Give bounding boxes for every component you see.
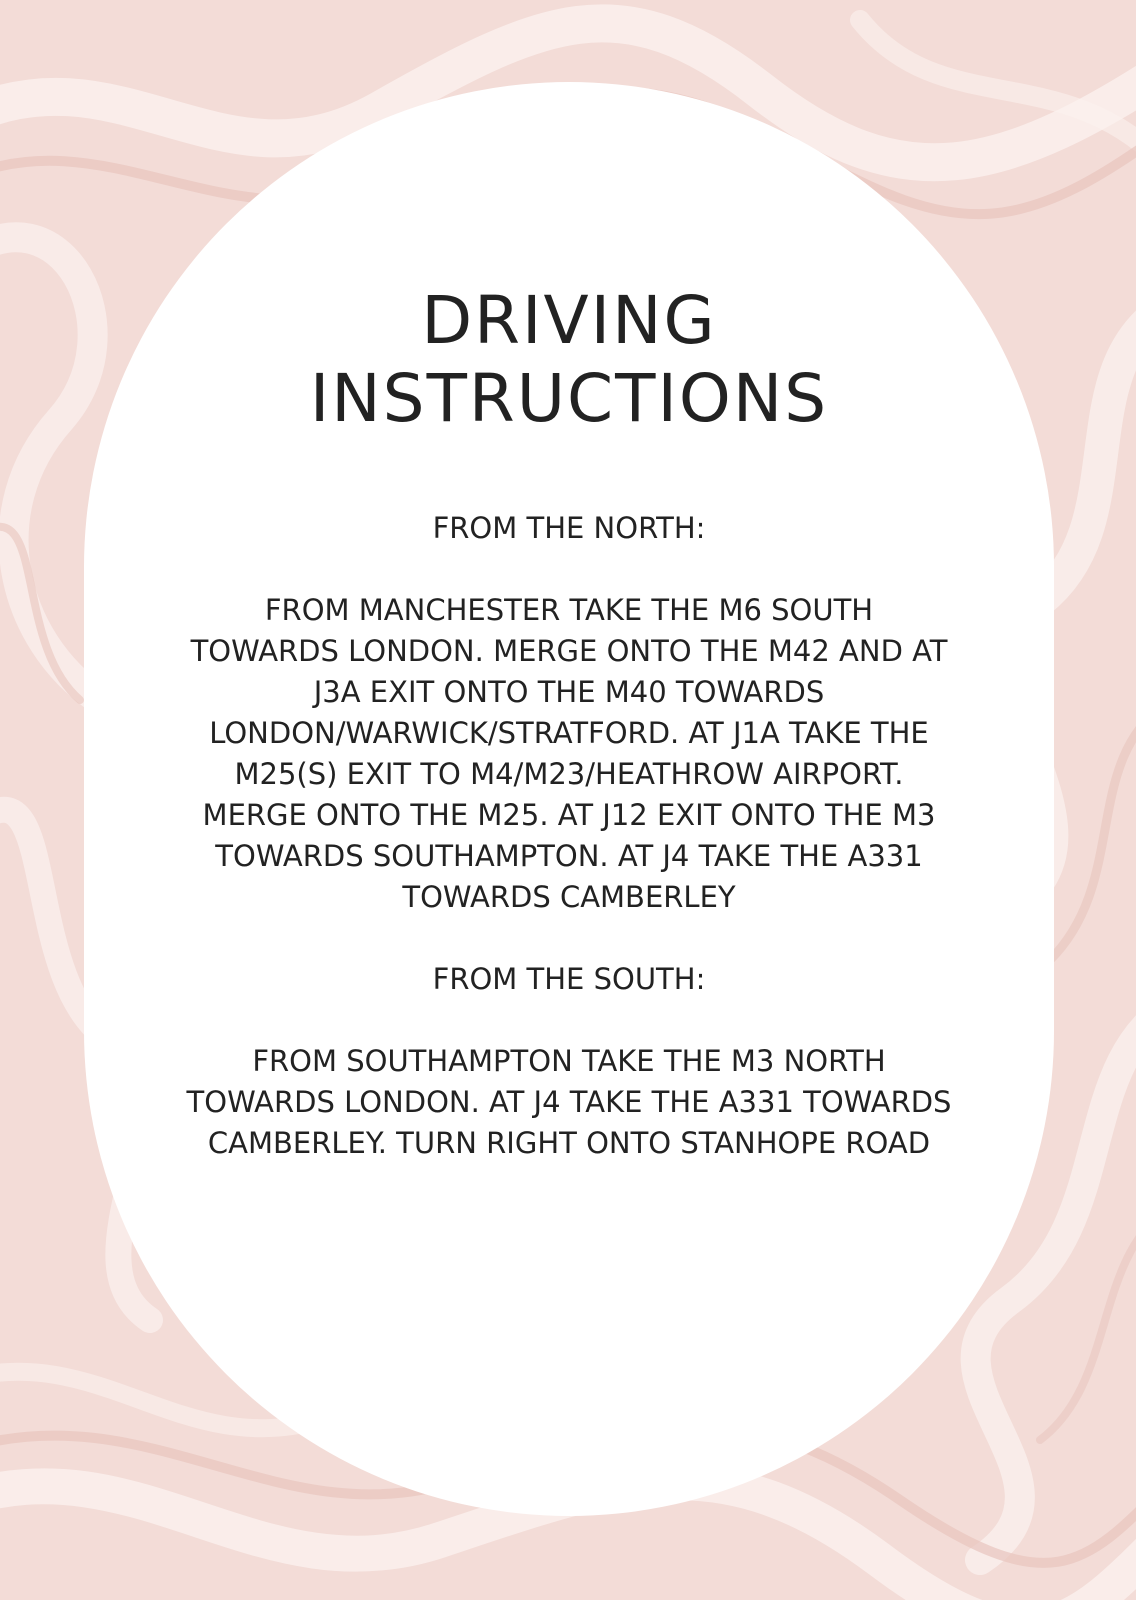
north-heading: FROM THE NORTH: <box>432 511 706 545</box>
title-line: DRIVING <box>421 282 717 359</box>
north-line: MERGE ONTO THE M25. AT J12 EXIT ONTO THE M3 <box>202 798 936 832</box>
north-line: J3A EXIT ONTO THE M40 TOWARDS <box>313 675 825 709</box>
south-directions <box>169 1041 969 1164</box>
page-title <box>84 282 1054 438</box>
north-line: LONDON/WARWICK/STRATFORD. AT J1A TAKE THE <box>209 716 929 750</box>
south-line: FROM SOUTHAMPTON TAKE THE M3 NORTH <box>252 1044 886 1078</box>
title-line: INSTRUCTIONS <box>309 360 829 437</box>
north-directions <box>169 590 969 918</box>
north-line: TOWARDS LONDON. MERGE ONTO THE M42 AND AT <box>190 634 948 668</box>
south-line: CAMBERLEY. TURN RIGHT ONTO STANHOPE ROAD <box>207 1126 931 1160</box>
north-line: TOWARDS SOUTHAMPTON. AT J4 TAKE THE A331 <box>215 839 923 873</box>
north-line: TOWARDS CAMBERLEY <box>402 880 736 914</box>
north-line: FROM MANCHESTER TAKE THE M6 SOUTH <box>264 593 874 627</box>
driving-instructions-content <box>84 82 1054 1164</box>
south-heading: FROM THE SOUTH: <box>432 962 706 996</box>
north-line: M25(S) EXIT TO M4/M23/HEATHROW AIRPORT. <box>234 757 904 791</box>
south-line: TOWARDS LONDON. AT J4 TAKE THE A331 TOWARDS <box>186 1085 952 1119</box>
